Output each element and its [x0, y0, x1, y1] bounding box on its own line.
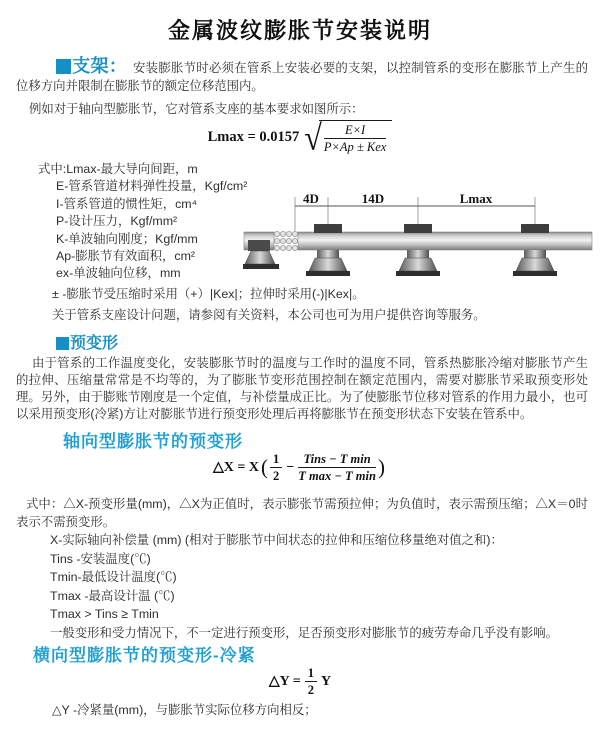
fraction-denominator: T max − T min	[298, 469, 376, 484]
definition-item: K-单波轴向刚度；Kgf/mm	[56, 231, 198, 246]
fraction	[324, 123, 387, 155]
definition-item: Tmax -最高设计温 (℃)	[50, 588, 175, 603]
dimension-4d-label: 4D	[303, 192, 319, 206]
pipe-support-diagram	[243, 192, 597, 288]
half-fraction	[305, 666, 317, 698]
formula-lhs: Lmax = 0.0157	[207, 128, 300, 145]
definition-item: E-管系管道材料弹性投量，Kgf/cm²	[56, 179, 248, 194]
fraction-numerator: Tins − T min	[298, 452, 376, 468]
support-section-heading: 支架：	[72, 56, 128, 76]
definition-item: Tmax > Tins ≥ Tmin	[50, 607, 159, 622]
definition-item: Tmin-最低设计温度(℃)	[50, 570, 177, 585]
definition-item: Tins -安装温度(℃)	[50, 551, 151, 566]
close-paren: )	[377, 455, 385, 480]
support-intro-text: 安装膨胀节时必须在管系上安装必要的支架，以控制管系的变形在膨胀节上产生的位移方向并限制在膨胀节的额定位移范围内。	[16, 61, 589, 93]
dimension-14d-label: 14D	[361, 192, 385, 206]
minus-sign: −	[286, 459, 295, 475]
fraction-numerator: 1	[270, 452, 282, 468]
definition-item: P-设计压力，Kgf/mm²	[56, 214, 178, 229]
support-paragraph	[16, 57, 588, 95]
definition-item: Ap-膨胀节有效面积，cm²	[56, 249, 196, 264]
definition-item: I-管系管道的惯性矩，cm⁴	[56, 196, 197, 211]
dimension-lmax-label: Lmax	[459, 192, 493, 206]
formula-lhs: △Y =	[268, 674, 301, 690]
fraction-numerator: 1	[305, 666, 317, 682]
half-fraction	[270, 452, 282, 484]
definition-item: ± -膨胀节受压缩时采用（+）|Kex|；拉伸时采用(-)|Kex|。	[52, 287, 365, 302]
definition-item: 关于管系支座设计问题，请参阅有关资料，本公司也可为用户提供咨询等服务。	[52, 308, 486, 323]
section-square-icon	[56, 337, 69, 350]
formula-rhs: Y	[320, 673, 332, 689]
formula-lhs: △X = X	[213, 460, 259, 476]
pipe	[298, 232, 592, 250]
bellows	[274, 231, 297, 250]
fraction-denominator: P×Ap ± Kex	[323, 140, 387, 155]
definition-item: 一般变形和受力情况下，不一定进行预变形，足否预变形对膨胀节的疲劳寿命几乎没有影响。	[50, 625, 559, 640]
predeform-section-heading-row	[56, 330, 118, 353]
guide-spacing-formula	[0, 117, 600, 158]
axial-predeform-formula	[0, 452, 600, 484]
axial-explain-text: 式中：△X-预变形量(mm)，△X为正值时，表示膨张节需预拉伸；为负值时，表示需预压缩；△X＝0时表示不需预变形。	[16, 497, 588, 530]
open-paren: (	[261, 455, 268, 480]
definition-item: X-实际轴向补偿量 (mm) (相对于膨胀节中间状态的拉伸和压缩位移量绝对值之和)：	[50, 533, 503, 547]
lateral-cold-tension-formula	[0, 666, 600, 698]
section-square-icon	[56, 59, 71, 74]
axial-definitions-list	[50, 531, 558, 643]
anchor-support	[243, 232, 279, 269]
fraction-denominator: 2	[273, 469, 280, 484]
temperature-fraction	[298, 452, 376, 484]
page-title: 金属波纹膨胀节安装说明	[167, 18, 432, 43]
lateral-explain-text: △Y -冷紧量(mm)，与膨胀节实际位移方向相反；	[52, 703, 317, 717]
predeform-section-heading: 预变形	[70, 335, 119, 352]
definition-item: ex-单波轴向位移，mm	[56, 266, 181, 281]
predeform-paragraph: 由于管系的工作温度变化，安装膨胀节时的温度与工作时的温度不同，管系热膨胀冷缩对膨胀节产生的拉伸、压缩量常常是不均等的，为了膨胀节变形范围控制在额定范围内，需要对膨胀节采取预变形处理。另外，由于膨账节刚度是一个定值，与补偿量成正比。为了使膨胀节位移对管系的作用力最小，也可以采用预变形(冷紧)方让对膨胀节进行预变形处理后再将膨胀节在预变形状态下安装在管系中。	[16, 356, 588, 421]
axial-subsection-heading: 轴向型膨胀节的预变形	[63, 432, 243, 451]
fraction-numerator: E×I	[324, 123, 387, 139]
support-example-text: 例如对于轴向型膨胀节，它对管系支座的基本要求如图所示：	[29, 102, 364, 116]
definition-item: 式中:Lmax-最大导向间距，m	[38, 162, 198, 176]
fraction-denominator: 2	[307, 683, 314, 698]
radical-sign: √	[304, 117, 322, 158]
lateral-subsection-heading: 横向型膨胀节的预变形-冷紧	[33, 646, 256, 665]
square-root	[304, 117, 392, 158]
